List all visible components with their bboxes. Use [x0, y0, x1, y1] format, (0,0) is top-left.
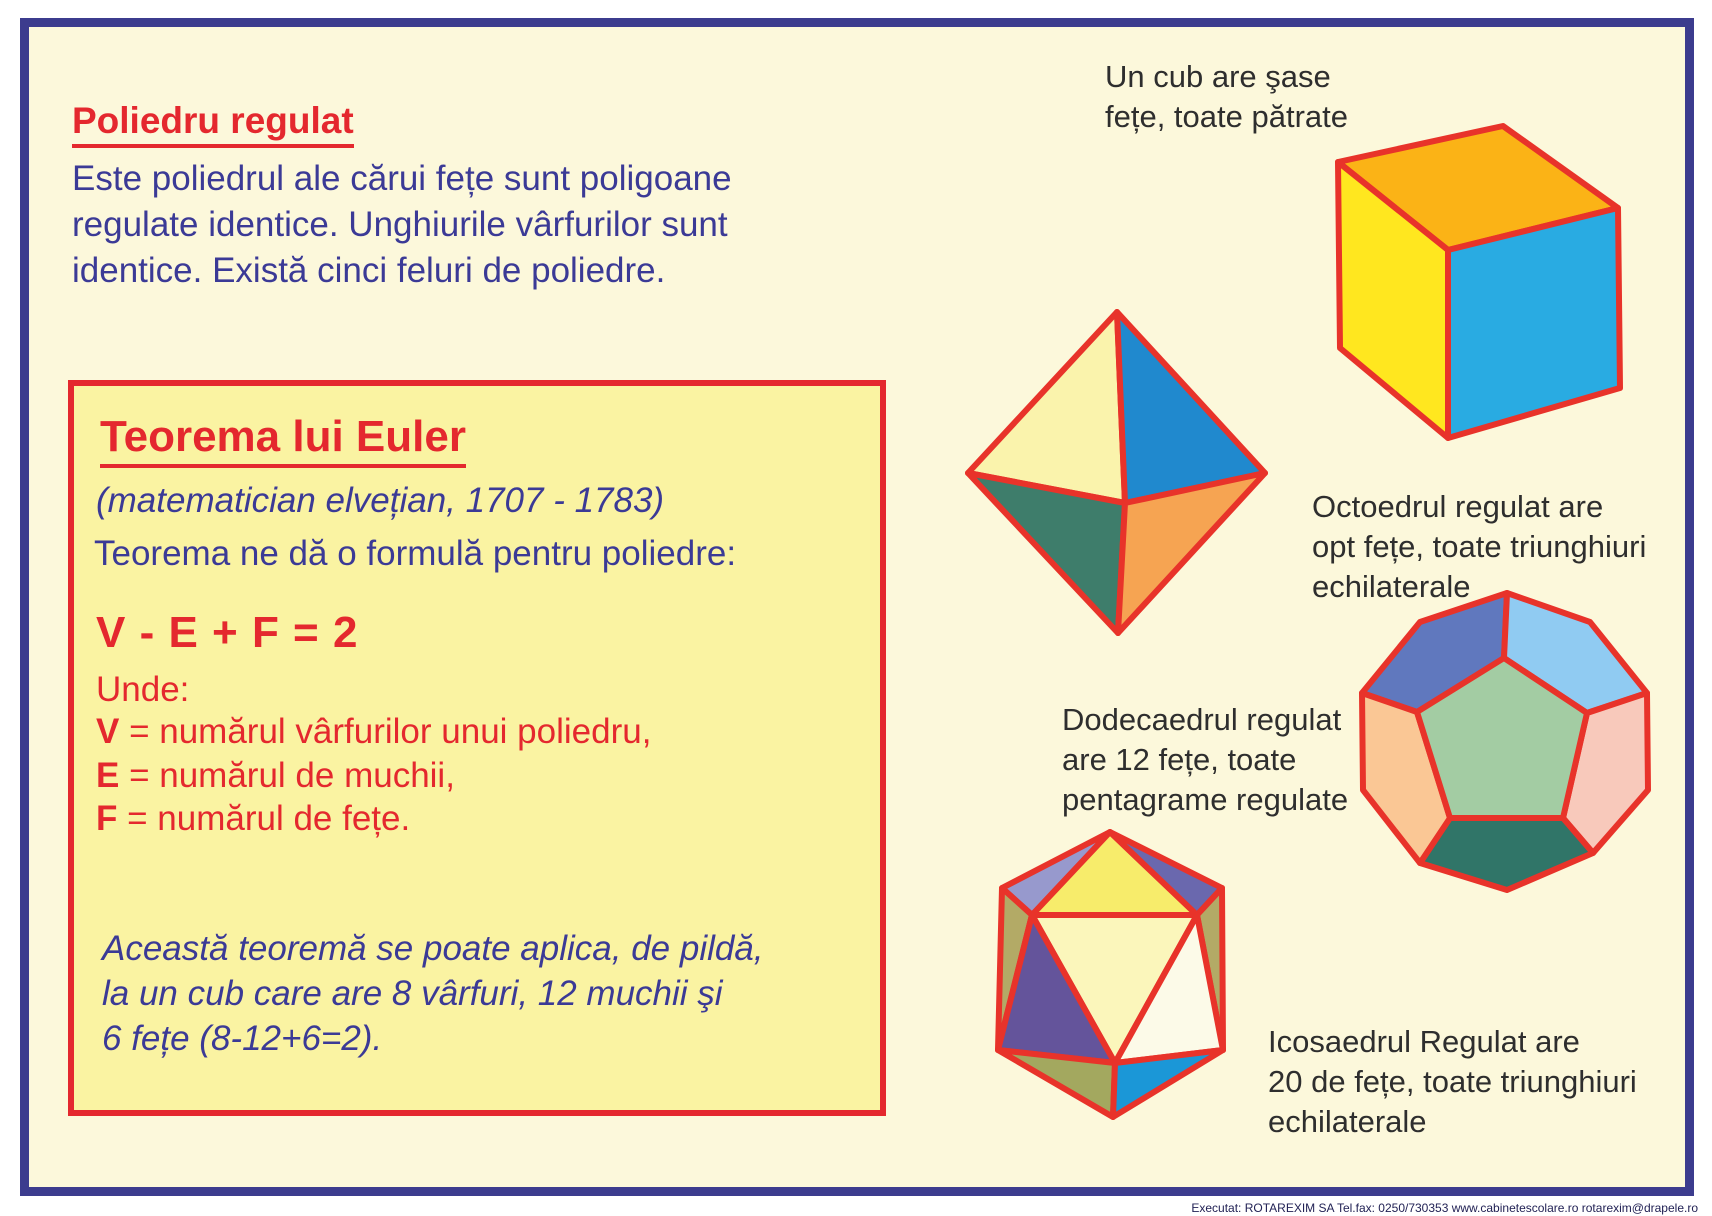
euler-formula: V - E + F = 2 [96, 608, 359, 657]
octahedron-bottom-left-face [968, 473, 1125, 633]
euler-box-intro: Teorema ne dă o formulă pentru poliedre: [94, 534, 737, 573]
icosahedron-figure [985, 820, 1235, 1130]
euler-box-title: Teorema lui Euler [100, 412, 466, 468]
octahedron-bottom-right-face [1118, 473, 1265, 633]
example-line: Această teoremă se poate aplica, de pildă, [102, 929, 764, 968]
e-term: E [96, 756, 120, 795]
dodecahedron-label: Dodecaedrul regulat are 12 fețe, toate pentagrame regulate [1062, 702, 1349, 817]
f-definition [96, 799, 410, 839]
euler-box-subtitle: (matematician elvețian, 1707 - 1783) [96, 481, 665, 520]
icosahedron-label: Icosaedrul Regulat are 20 de fețe, toate triunghiuri echilaterale [1268, 1024, 1637, 1139]
octahedron-top-left-face [968, 312, 1125, 503]
cube-figure [1320, 112, 1640, 448]
intro-title [72, 100, 732, 148]
f-term: F [96, 799, 118, 838]
icosahedron-bottom-left-face [998, 1050, 1115, 1117]
euler-example [102, 926, 764, 1061]
e-definition [96, 756, 455, 796]
cube-right-face [1448, 208, 1620, 438]
icosahedron-bottom-right-face [1113, 1050, 1223, 1117]
example-line: 6 fețe (8-12+6=2). [102, 1019, 383, 1058]
intro-block [72, 100, 732, 294]
intro-title-text: Poliedru regulat [72, 100, 354, 148]
where-label: Unde: [96, 670, 190, 709]
octahedron-figure [950, 300, 1280, 645]
euler-theorem-box [68, 380, 886, 1116]
octahedron-label: Octoedrul regulat are opt fețe, toate triunghiuri echilaterale [1312, 489, 1647, 604]
intro-line: regulate identice. Unghiurile vârfurilor sunt [72, 205, 728, 244]
v-definition [96, 712, 651, 752]
intro-line: Este poliedrul ale cărui fețe sunt poligoane [72, 159, 732, 198]
example-line: la un cub care are 8 vârfuri, 12 muchii şi [102, 974, 723, 1013]
v-term: V [96, 712, 120, 751]
v-def-text: = numărul vârfurilor unui poliedru, [119, 712, 652, 751]
cube-label: Un cub are şase fețe, toate pătrate [1105, 59, 1349, 134]
intro-line: identice. Există cinci feluri de poliedre. [72, 251, 666, 290]
f-def-text: = numărul de fețe. [117, 799, 411, 838]
e-def-text: = numărul de muchii, [119, 756, 455, 795]
octahedron-top-right-face [1117, 312, 1265, 503]
dodecahedron-figure [1355, 585, 1675, 915]
publisher-imprint: Executat: ROTAREXIM SA Tel.fax: 0250/730353 www.cabinetescolare.ro rotarexim@drapele.ro [1191, 1201, 1698, 1215]
